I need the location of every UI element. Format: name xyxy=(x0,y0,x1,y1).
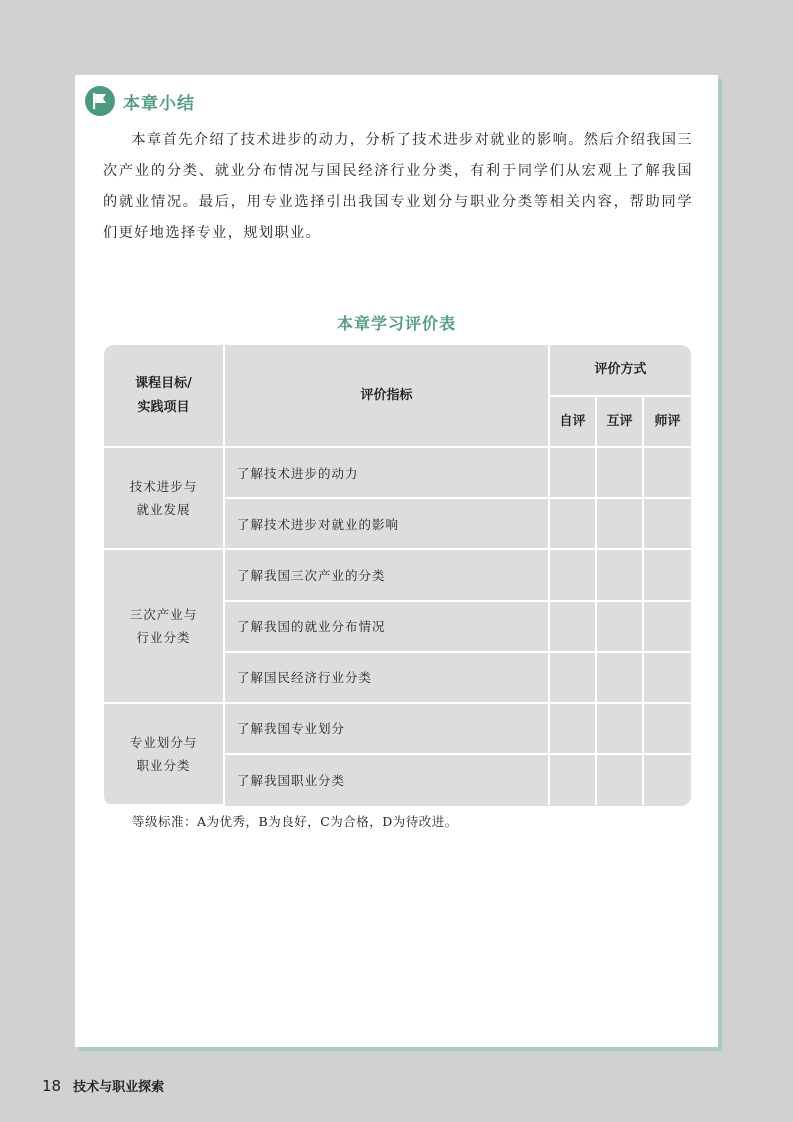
self-eval-cell[interactable] xyxy=(549,652,596,703)
self-eval-cell[interactable] xyxy=(549,754,596,805)
section-title: 本章小结 xyxy=(123,93,195,114)
indicator-cell: 了解国民经济行业分类 xyxy=(224,652,549,703)
header-goal: 课程目标/ 实践项目 xyxy=(104,345,224,447)
table-row xyxy=(104,447,691,498)
teacher-eval-cell[interactable] xyxy=(643,703,691,754)
flag-icon xyxy=(85,86,115,116)
intro-paragraph: 本章首先介绍了技术进步的动力，分析了技术进步对就业的影响。然后介绍我国三次产业的分类、就业分布情况与国民经济行业分类，有利于同学们从宏观上了解我国的就业情况。最后，用专业选择引出我国专业划分与职业分类等相关内容，帮助同学们更好地选择专业，规划职业。 xyxy=(103,132,693,241)
peer-eval-cell[interactable] xyxy=(596,447,643,498)
header-method: 评价方式 xyxy=(549,345,691,396)
header-self: 自评 xyxy=(549,396,596,447)
table-title: 本章学习评价表 xyxy=(336,314,456,333)
teacher-eval-cell[interactable] xyxy=(643,549,691,600)
indicator-cell: 了解技术进步对就业的影响 xyxy=(224,498,549,549)
indicator-cell: 了解我国三次产业的分类 xyxy=(224,549,549,600)
teacher-eval-cell[interactable] xyxy=(643,498,691,549)
peer-eval-cell[interactable] xyxy=(596,652,643,703)
header-teacher: 师评 xyxy=(643,396,691,447)
header-peer: 互评 xyxy=(596,396,643,447)
teacher-eval-cell[interactable] xyxy=(643,601,691,652)
self-eval-cell[interactable] xyxy=(549,447,596,498)
teacher-eval-cell[interactable] xyxy=(643,652,691,703)
table-row xyxy=(104,703,691,754)
table-row xyxy=(104,549,691,600)
grading-note: 等级标准：A为优秀，B为良好，C为合格，D为待改进。 xyxy=(132,814,458,829)
teacher-eval-cell[interactable] xyxy=(643,754,691,805)
page-number: 18 xyxy=(42,1077,62,1095)
indicator-cell: 了解我国专业划分 xyxy=(224,703,549,754)
group-cell: 三次产业与 行业分类 xyxy=(104,549,224,702)
teacher-eval-cell[interactable] xyxy=(643,447,691,498)
self-eval-cell[interactable] xyxy=(549,601,596,652)
peer-eval-cell[interactable] xyxy=(596,703,643,754)
header-indicator: 评价指标 xyxy=(224,345,549,447)
peer-eval-cell[interactable] xyxy=(596,754,643,805)
book-title: 技术与职业探索 xyxy=(73,1080,165,1095)
evaluation-table xyxy=(104,345,691,806)
group-cell: 专业划分与 职业分类 xyxy=(104,703,224,805)
indicator-cell: 了解技术进步的动力 xyxy=(224,447,549,498)
section-header xyxy=(85,85,195,117)
indicator-cell: 了解我国的就业分布情况 xyxy=(224,601,549,652)
group-cell: 技术进步与 就业发展 xyxy=(104,447,224,549)
self-eval-cell[interactable] xyxy=(549,703,596,754)
peer-eval-cell[interactable] xyxy=(596,601,643,652)
peer-eval-cell[interactable] xyxy=(596,549,643,600)
peer-eval-cell[interactable] xyxy=(596,498,643,549)
self-eval-cell[interactable] xyxy=(549,498,596,549)
page-footer xyxy=(42,1076,164,1095)
indicator-cell: 了解我国职业分类 xyxy=(224,754,549,805)
page-card xyxy=(75,75,718,1047)
self-eval-cell[interactable] xyxy=(549,549,596,600)
